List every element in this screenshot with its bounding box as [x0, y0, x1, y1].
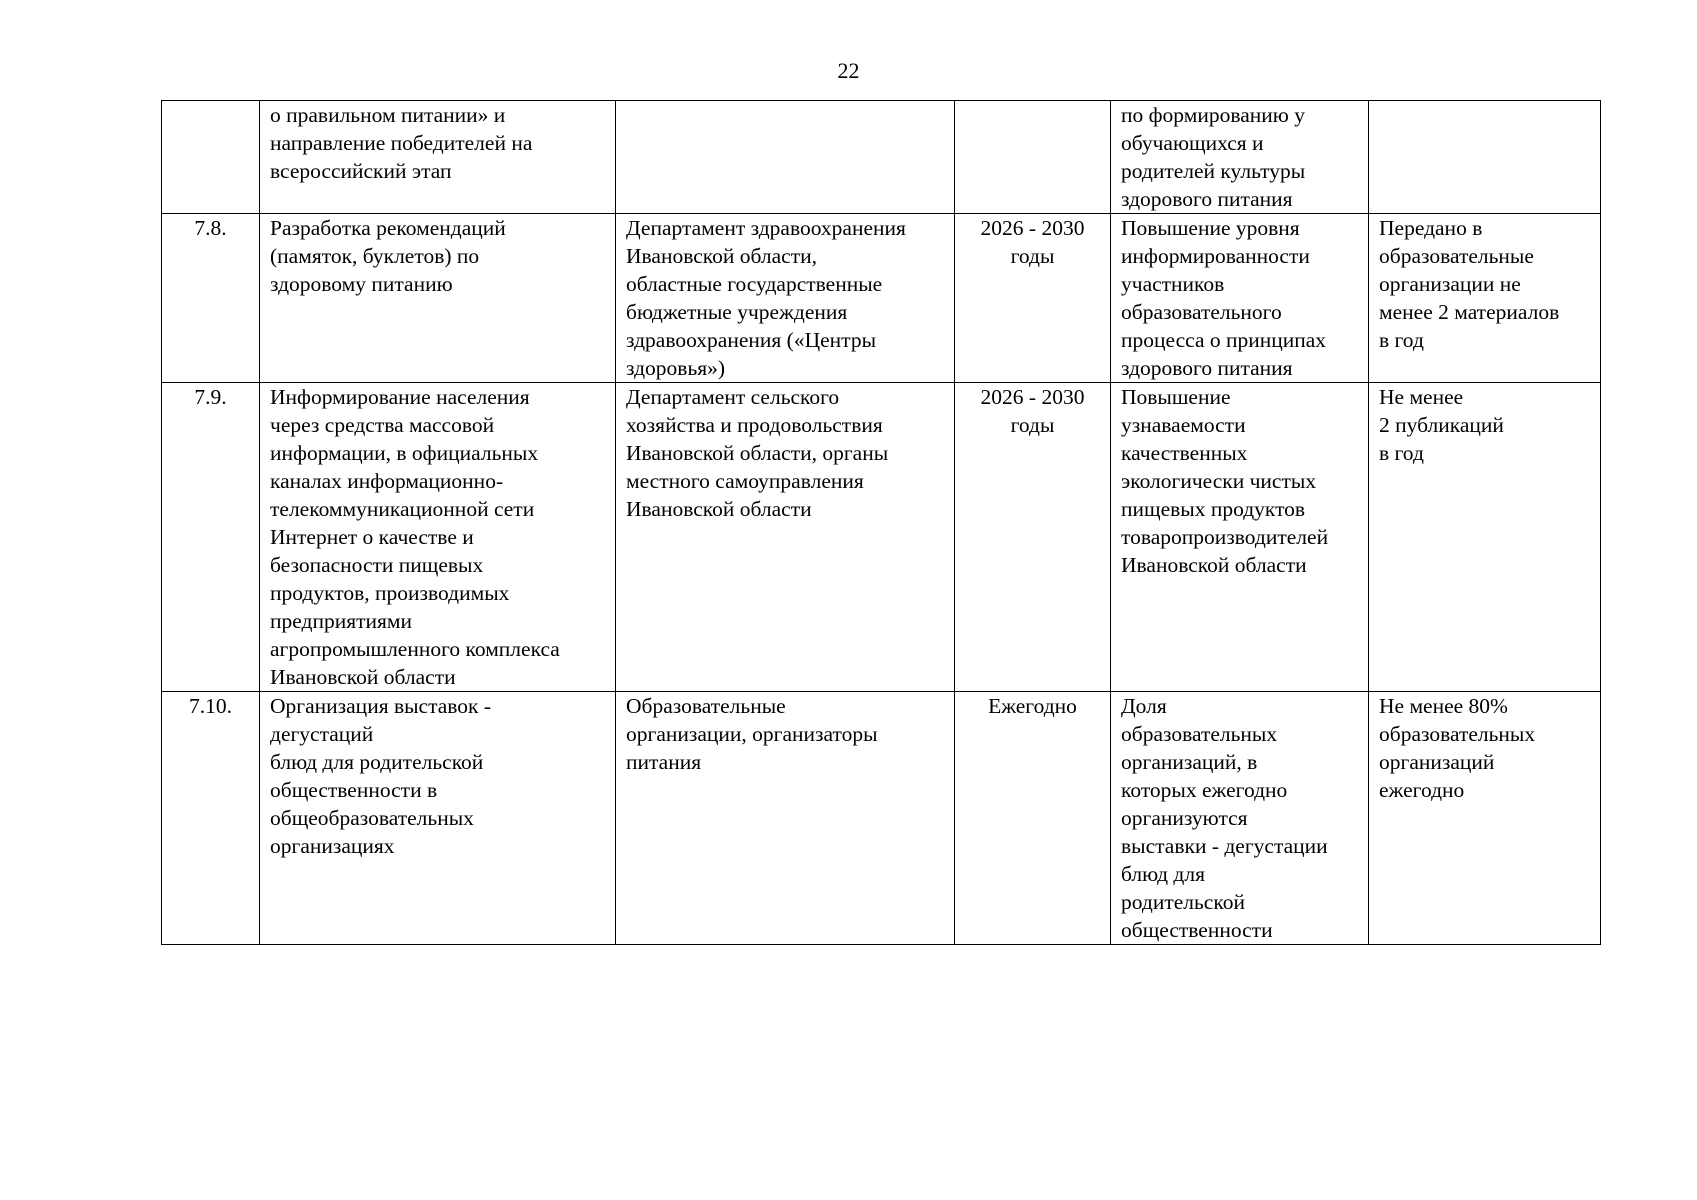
cell-event: Разработка рекомендаций (памяток, буклетов) по здоровому питанию	[260, 214, 616, 383]
cell-result: Повышение узнаваемости качественных экологически чистых пищевых продуктов товаропроизводителей Ивановской области	[1111, 383, 1369, 692]
cell-event: о правильном питании» и направление победителей на всероссийский этап	[260, 101, 616, 214]
cell-indicator: Не менее 2 публикаций в год	[1369, 383, 1601, 692]
cell-event: Информирование населения через средства массовой информации, в официальных каналах информационно- телекоммуникационной сети Интернет о качестве и безопасности пищевых продуктов, производимых предприятиями агропромышленного комплекса Ивановской области	[260, 383, 616, 692]
cell-result: по формированию у обучающихся и родителей культуры здорового питания	[1111, 101, 1369, 214]
cell-executor	[616, 101, 955, 214]
cell-result: Повышение уровня информированности участников образовательного процесса о принципах здорового питания	[1111, 214, 1369, 383]
cell-result: Доля образовательных организаций, в которых ежегодно организуются выставки - дегустации блюд для родительской общественности	[1111, 692, 1369, 945]
cell-indicator: Передано в образовательные организации не менее 2 материалов в год	[1369, 214, 1601, 383]
cell-executor: Департамент сельского хозяйства и продовольствия Ивановской области, органы местного самоуправления Ивановской области	[616, 383, 955, 692]
cell-number: 7.8.	[162, 214, 260, 383]
cell-term: 2026 - 2030 годы	[955, 383, 1111, 692]
cell-executor: Образовательные организации, организаторы питания	[616, 692, 955, 945]
measures-table	[161, 100, 1601, 945]
table-row	[162, 214, 1601, 383]
table-row	[162, 383, 1601, 692]
cell-term: 2026 - 2030 годы	[955, 214, 1111, 383]
cell-executor: Департамент здравоохранения Ивановской области, областные государственные бюджетные учреждения здравоохранения («Центры здоровья»)	[616, 214, 955, 383]
cell-event: Организация выставок - дегустаций блюд для родительской общественности в общеобразовательных организациях	[260, 692, 616, 945]
cell-number: 7.10.	[162, 692, 260, 945]
cell-indicator	[1369, 101, 1601, 214]
cell-number	[162, 101, 260, 214]
page-number: 22	[837, 58, 860, 83]
table-row	[162, 101, 1601, 214]
cell-term: Ежегодно	[955, 692, 1111, 945]
table-row	[162, 692, 1601, 945]
cell-number: 7.9.	[162, 383, 260, 692]
cell-indicator: Не менее 80% образовательных организаций ежегодно	[1369, 692, 1601, 945]
cell-term	[955, 101, 1111, 214]
